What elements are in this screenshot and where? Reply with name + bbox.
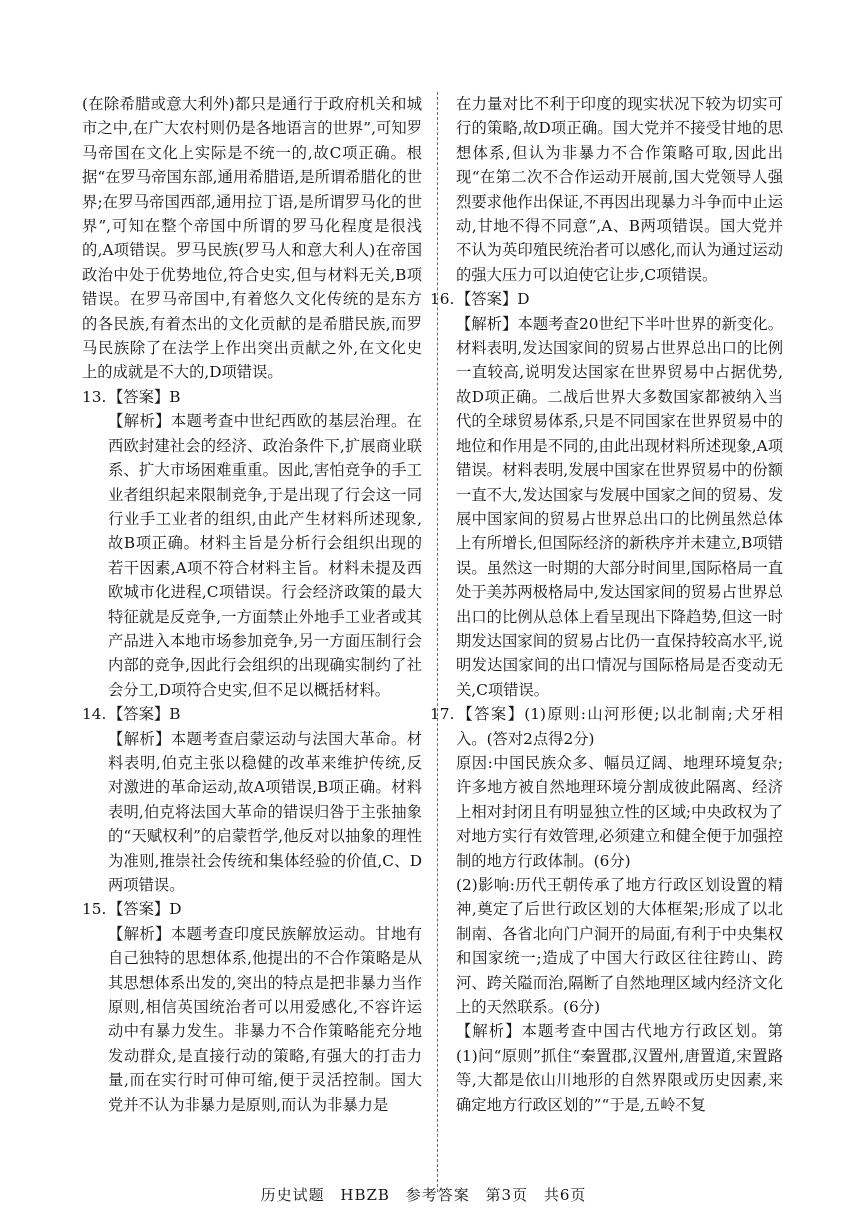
q13-analysis: 【解析】本题考查中世纪西欧的基层治理。在西欧封建社会的经济、政治条件下,扩展商业联系、扩大市场困难重重。因此,害怕竞争的手工业者组织起来限制竞争,于是出现了行会这一同行业手工业者的组织,由此产生材料所述现象,故B项正确。材料主旨是分析行会组织出现的若干因素,A项不符合材料主旨。材料未提及西欧城市化进程,C项错误。行会经济政策的最大特征就是反竞争,一方面禁止外地手工业者或其产品进入本地市场参加竞争,另一方面压制行会内部的竞争,因此行会组织的出现确实制约了社会分工,D项符合史实,但不足以概括材料。 xyxy=(108,412,422,699)
q13-number: 13. xyxy=(82,387,107,406)
q15-answer: 【答案】D xyxy=(108,900,182,919)
left-column xyxy=(82,92,422,1117)
q17-reason: 原因:中国民族众多、幅员辽阔、地理环境复杂;许多地方被自然地理环境分割成彼此隔离、经济上相对封闭且有明显独立性的区域;中央政权为了对地方实行有效管理,必须建立和健全便于加强控制的地方行政体制。(6分) xyxy=(456,753,783,870)
footer-subject: 历史试题 xyxy=(260,1186,325,1204)
q16-analysis: 【解析】本题考查20世纪下半叶世界的新变化。材料表明,发达国家间的贸易占世界总出口的比例一直较高,说明发达国家在世界贸易中占据优势,故D项正确。二战后世界大多数国家都被纳入当代的全球贸易体系,只是不同国家在世界贸易中的地位和作用是不同的,由此出现材料所述现象,A项错误。材料表明,发展中国家在世界贸易中的份额一直不大,发达国家与发展中国家之间的贸易、发展中国家间的贸易占世界总出口的比例虽然总体上有所增长,但国际经济的新秩序并未建立,B项错误。虽然这一时期的大部分时间里,国际格局一直处于美苏两极格局中,发达国家间的贸易占世界总出口的比例从总体上看呈现出下降趋势,但这一时期发达国家间的贸易占比仍一直保持较高水平,说明发达国家间的出口情况与国际格局是否变动无关,C项错误。 xyxy=(456,314,783,699)
q12-continued-text: (在除希腊或意大利外)都只是通行于政府机关和城市之中,在广大农村则仍是各地语言的世界”,可知罗马帝国在文化上实际是不统一的,故C项正确。根据“在罗马帝国东部,通用希腊语,是所谓希腊化的世界;在罗马帝国西部,通用拉丁语,是所谓罗马化的世界”,可知在整个帝国中所谓的罗马化程度是很浅的,A项错误。罗马民族(罗马人和意大利人)在帝国政治中处于优势地位,符合史实,但与材料无关,B项错误。在罗马帝国中,有着悠久文化传统的是东方的各民族,有着杰出的文化贡献的是希腊民族,而罗马民族除了在法学上作出突出贡献之外,在文化史上的成就是不大的,D项错误。 xyxy=(82,95,422,382)
q17-analysis: 【解析】本题考查中国古代地方行政区划。第(1)问“原则”抓住“秦置郡,汉置州,唐置道,宋置路等,大都是依山川地形的自然界限或历史因素,来确定地方行政区划的”“于是,五岭不复 xyxy=(456,1022,783,1114)
footer-type: 参考答案 xyxy=(405,1186,470,1204)
q13-answer: 【答案】B xyxy=(108,387,181,406)
question-15 xyxy=(82,897,422,1117)
q17-answer: 【答案】(1)原则:山河形便;以北制南;犬牙相入。(答对2点得2分) xyxy=(456,705,783,748)
right-column xyxy=(430,92,783,1117)
q17-number: 17. xyxy=(430,705,455,724)
question-13 xyxy=(82,385,422,702)
question-14 xyxy=(82,702,422,897)
q14-number: 14. xyxy=(82,705,107,724)
footer-total: 共6页 xyxy=(543,1186,587,1204)
q17-influence: (2)影响:历代王朝传承了地方行政区划设置的精神,奠定了后世行政区划的大体框架;形成了以北制南、各省北向门户洞开的局面,有利于中央集权和国家统一;造成了中国大行政区往往跨山、跨河、跨关隘而治,隔断了自然地理区域内经济文化上的天然联系。(6分) xyxy=(456,876,783,1017)
q16-answer: 【答案】D xyxy=(456,290,530,309)
q14-answer: 【答案】B xyxy=(108,705,181,724)
question-16 xyxy=(430,287,783,702)
footer-page: 第3页 xyxy=(485,1186,529,1204)
q15-continued-text: 在力量对比不利于印度的现实状况下较为切实可行的策略,故D项正确。国大党并不接受甘地的思想体系,但认为非暴力不合作策略可取,因此出现“在第二次不合作运动开展前,国大党领导人强烈要求他作出保证,不再因出现暴力斗争而中止运动,甘地不得不同意”,A、B两项错误。国大党并不认为英印殖民统治者可以感化,而认为通过运动的强大压力可以迫使它让步,C项错误。 xyxy=(456,95,783,284)
q15-analysis: 【解析】本题考查印度民族解放运动。甘地有自己独特的思想体系,他提出的不合作策略是从其思想体系出发的,突出的特点是把非暴力当作原则,相信英国统治者可以用爱感化,不容许运动中有暴力发生。非暴力不合作策略能充分地发动群众,是直接行动的策略,有强大的打击力量,而在实行时可伸可缩,便于灵活控制。国大党并不认为非暴力是原则,而认为非暴力是 xyxy=(108,924,422,1114)
q16-number: 16. xyxy=(430,290,455,309)
q14-analysis: 【解析】本题考查启蒙运动与法国大革命。材料表明,伯克主张以稳健的改革来维护传统,反对激进的革命运动,故A项错误,B项正确。材料表明,伯克将法国大革命的错误归咎于主张抽象的“天赋权利”的启蒙哲学,他反对以抽象的理性为准则,推崇社会传统和集体经验的价值,C、D两项错误。 xyxy=(108,729,422,894)
q15-number: 15. xyxy=(82,900,107,919)
footer-code: HBZB xyxy=(340,1186,390,1204)
question-17 xyxy=(430,702,783,1117)
page-footer xyxy=(0,1184,847,1205)
